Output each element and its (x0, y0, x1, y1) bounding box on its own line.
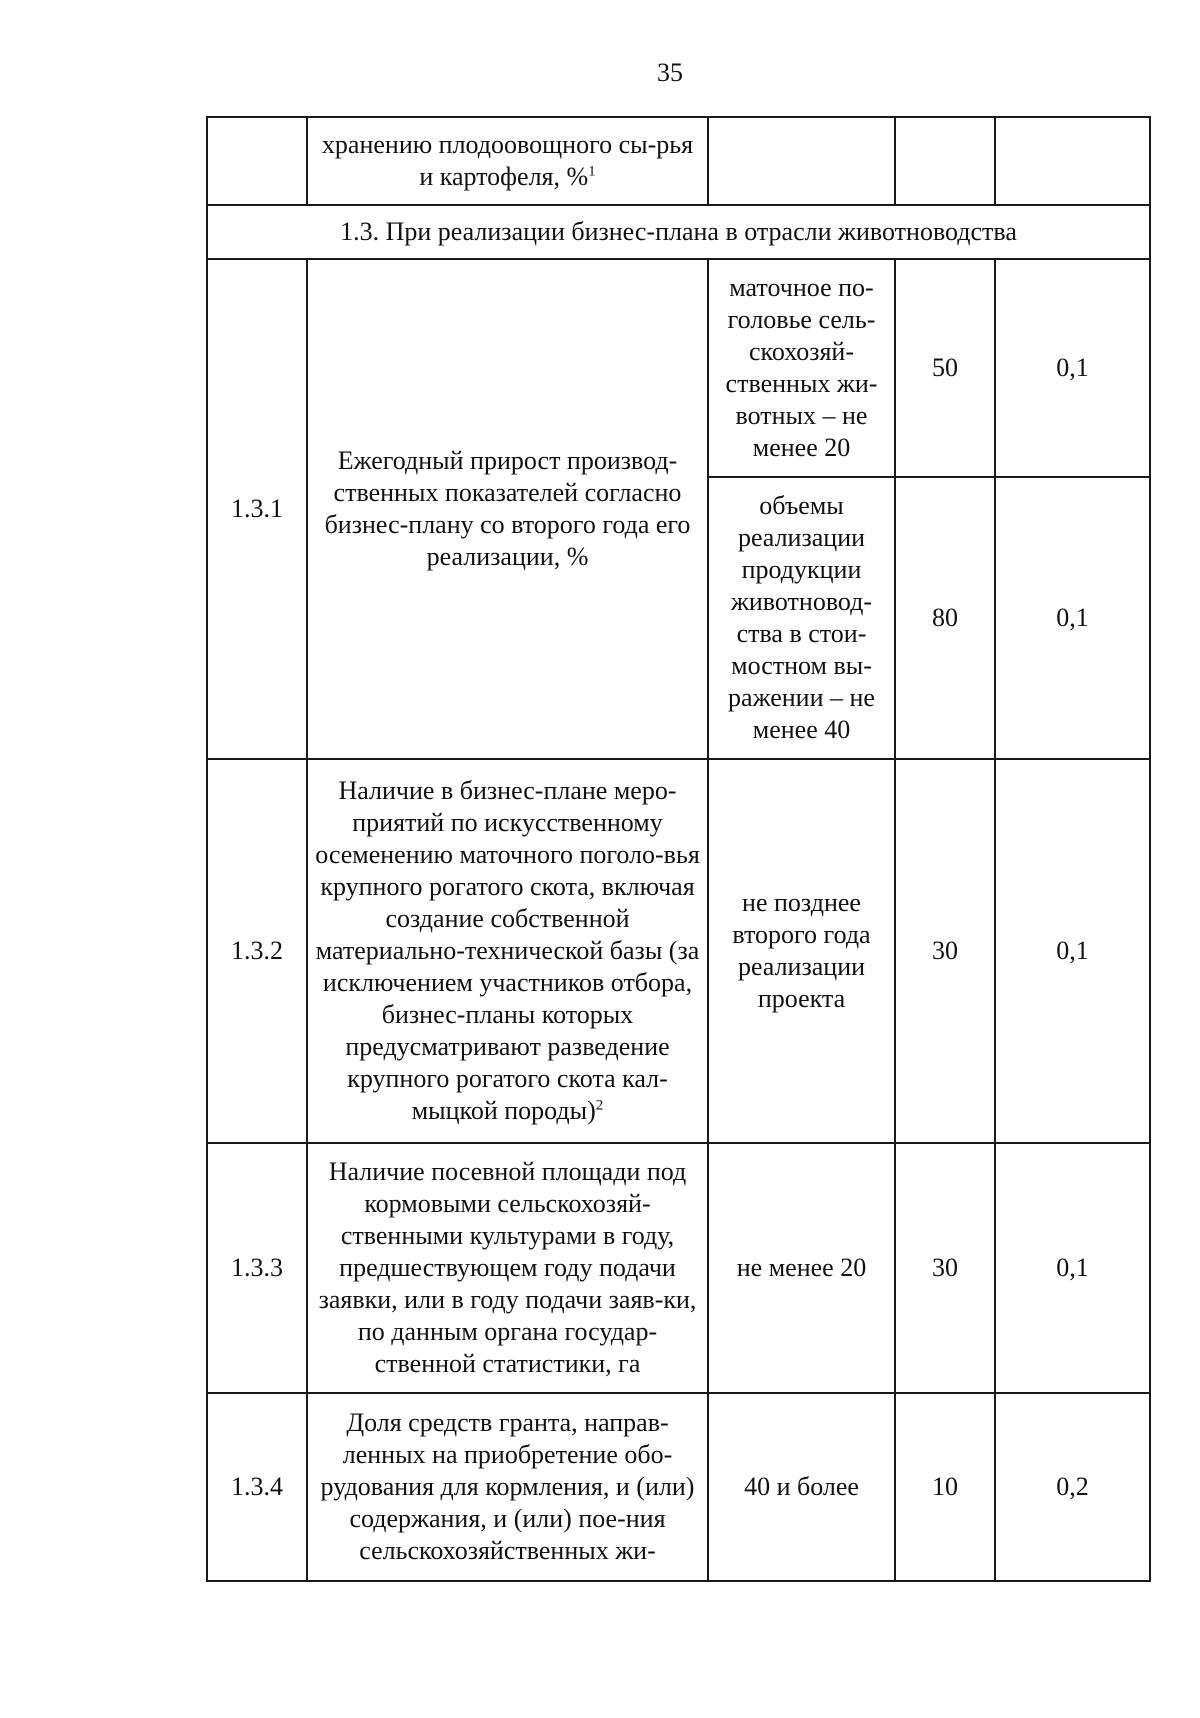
description-cell: Ежегодный прирост производ-ственных показателей согласно бизнес-плану со второго года его реализации, % (307, 259, 708, 759)
weight-cell: 0,1 (995, 1143, 1150, 1393)
table-row (207, 1143, 1150, 1393)
table-row (207, 1393, 1150, 1581)
number-cell (207, 117, 307, 205)
description-text: хранению плодоовощного сы-рья и картофеля, % (321, 130, 694, 191)
footnote-marker: 1 (588, 163, 596, 180)
page-number: 35 (657, 58, 683, 87)
number-cell: 1.3.4 (207, 1393, 307, 1581)
section-heading-row (207, 205, 1150, 259)
weight-cell: 0,1 (995, 759, 1150, 1143)
points-cell: 30 (895, 759, 995, 1143)
description-cell: Доля средств гранта, направ-ленных на приобретение обо-рудования для кормления, и (или) содержания, и (или) пое-ния сельскохозяйственных жи- (307, 1393, 708, 1581)
number-cell: 1.3.2 (207, 759, 307, 1143)
table-row (207, 759, 1150, 1143)
weight-cell (995, 117, 1150, 205)
weight-cell: 0,1 (995, 259, 1150, 477)
points-cell: 50 (895, 259, 995, 477)
table-row (207, 259, 1150, 477)
criteria-table (206, 116, 1151, 1582)
condition-cell: 40 и более (708, 1393, 895, 1581)
condition-cell: не позднее второго года реализации проекта (708, 759, 895, 1143)
table-row (207, 117, 1150, 205)
description-cell (307, 759, 708, 1143)
footnote-marker: 2 (595, 1097, 604, 1114)
weight-cell: 0,1 (995, 477, 1150, 759)
number-cell: 1.3.3 (207, 1143, 307, 1393)
description-cell (307, 117, 708, 205)
points-cell (895, 117, 995, 205)
points-cell: 30 (895, 1143, 995, 1393)
section-heading: 1.3. При реализации бизнес-плана в отрасли животноводства (207, 205, 1150, 259)
points-cell: 10 (895, 1393, 995, 1581)
number-cell: 1.3.1 (207, 259, 307, 759)
description-text: Наличие в бизнес-плане меро-приятий по искусственному осеменению маточного поголо-вья крупного рогатого скота, включая создание собственной материально-технической базы (за исключением участников отбора, бизнес-планы которых предусматривают разведение крупного рогатого скота кал-мыцкой породы) (315, 776, 700, 1125)
points-cell: 80 (895, 477, 995, 759)
description-cell: Наличие посевной площади под кормовыми сельскохозяй-ственными культурами в году, предшествующем году подачи заявки, или в году подачи заяв-ки, по данным органа государ-ственной статистики, га (307, 1143, 708, 1393)
condition-cell: объемы реализации продукции животновод-ства в стои-мостном вы-ражении – не менее 40 (708, 477, 895, 759)
condition-cell (708, 117, 895, 205)
condition-cell: маточное по-головье сель-скохозяй-ственных жи-вотных – не менее 20 (708, 259, 895, 477)
weight-cell: 0,2 (995, 1393, 1150, 1581)
condition-cell: не менее 20 (708, 1143, 895, 1393)
